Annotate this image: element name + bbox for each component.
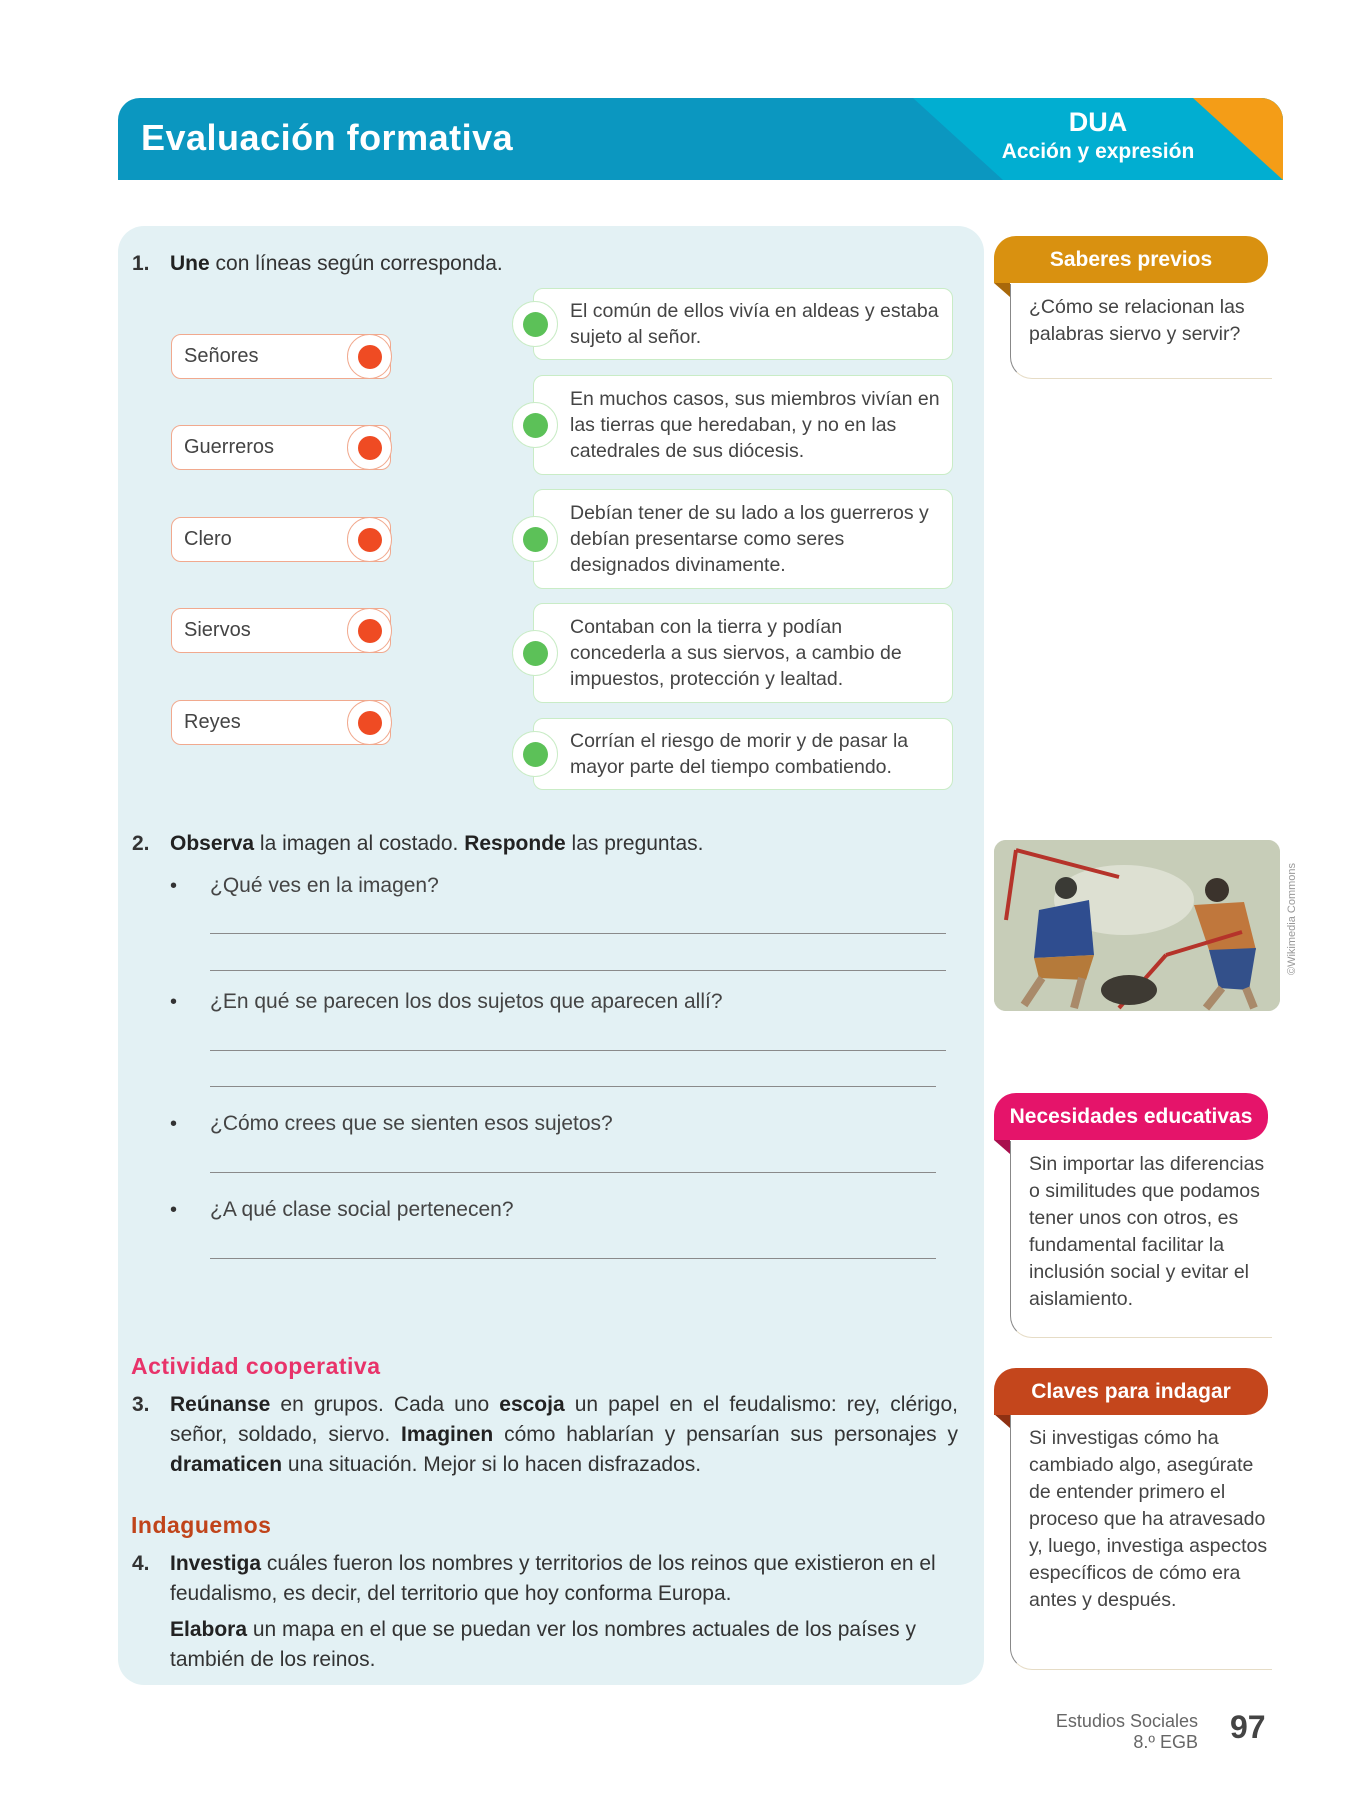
item-label: Reyes [184,711,241,733]
connector-dot[interactable] [347,334,392,379]
bullet: • [170,1199,178,1221]
item-text: Debían tener de su lado a los guerreros y debían presentarse como seres designados divinamente. [570,502,929,576]
instruction-verb: dramaticen [170,1453,283,1476]
question-3 [118,1390,958,1480]
match-right-item[interactable] [533,288,953,360]
instruction-verb: Reúnanse [170,1393,271,1416]
answer-line[interactable] [210,1086,936,1087]
instruction-text: en grupos. Cada uno [270,1393,500,1416]
instruction-text: con líneas según corresponda. [209,252,503,275]
question-text: ¿Cómo crees que se sienten esos sujetos? [210,1112,613,1135]
necesidades-educativas-title: Necesidades educativas [994,1093,1268,1140]
subject-name: Estudios Sociales [1055,1711,1198,1731]
bullet: • [170,1113,178,1135]
claves-para-indagar-text: Si investigas cómo ha cambiado algo, asegúrate de entender primero el proceso que ha atravesado y, luego, investiga aspectos específicos de cómo era antes y después. [1010,1415,1272,1670]
connector-dot[interactable] [347,425,392,470]
instruction-text: las preguntas. [565,832,704,855]
necesidades-educativas-text: Sin importar las diferencias o similitudes que podamos tener unos con otros, es fundamental facilitar la inclusión social y evitar el aislamiento. [1010,1141,1272,1338]
saberes-previos-title: Saberes previos [994,236,1268,283]
match-left-item[interactable] [171,425,391,470]
instruction-verb: Imaginen [401,1423,494,1446]
connector-dot[interactable] [347,608,392,653]
image-credit: ©Wikimedia Commons [1286,862,1298,975]
fold-decoration [994,1140,1010,1154]
question-text: ¿En qué se parecen los dos sujetos que aparecen allí? [210,990,723,1013]
grade-label: 8.º EGB [1133,1732,1198,1752]
match-left-item[interactable] [171,517,391,562]
footer-subject [980,1711,1198,1753]
connector-dot[interactable] [512,516,558,562]
question-text: ¿Qué ves en la imagen? [210,874,439,897]
dua-title: DUA [1068,107,1128,137]
section-heading-cooperativa: Actividad cooperativa [131,1353,381,1379]
answer-line[interactable] [210,1050,946,1051]
question-number: 2. [132,832,150,855]
section-heading-indaguemos: Indaguemos [131,1512,272,1538]
item-label: Siervos [184,619,251,641]
item-text: El común de ellos vivía en aldeas y estaba sujeto al señor. [570,300,939,348]
dua-label [988,106,1208,166]
saberes-previos-text: ¿Cómo se relacionan las palabras siervo y servir? [1010,284,1272,379]
bullet: • [170,875,178,897]
connector-dot[interactable] [512,630,558,676]
item-text: Corrían el riesgo de morir y de pasar la mayor parte del tiempo combatiendo. [570,730,909,778]
connector-dot[interactable] [512,731,558,777]
section-header [118,98,1283,180]
dua-subtitle: Acción y expresión [1001,140,1195,163]
answer-line[interactable] [210,1258,936,1259]
item-text: En muchos casos, sus miembros vivían en las tierras que heredaban, y no en las catedrales de sus diócesis. [570,388,940,462]
fold-decoration [994,1414,1010,1428]
instruction-verb: Investiga [170,1552,262,1575]
answer-line[interactable] [210,1172,936,1173]
question-number: 1. [132,252,150,275]
item-label: Guerreros [184,436,275,458]
instruction-verb: Elabora [170,1618,248,1641]
instruction-verb: Une [170,252,210,275]
match-left-item[interactable] [171,608,391,653]
connector-dot[interactable] [347,700,392,745]
instruction-verb: escoja [499,1393,565,1416]
question-number: 3. [132,1393,150,1416]
instruction-verb: Observa [170,832,255,855]
question-text: ¿A qué clase social pertenecen? [210,1198,514,1221]
match-right-item[interactable] [533,375,953,475]
connector-dot[interactable] [347,517,392,562]
instruction-text: cómo hablarían y pensarían sus personajes y [493,1423,958,1446]
question-1 [118,249,978,279]
connector-dot[interactable] [512,301,558,347]
question-4 [118,1549,958,1675]
answer-line[interactable] [210,933,946,934]
instruction-text: un mapa en el que se puedan ver los nombres actuales de los países y también de los reinos. [170,1618,916,1671]
match-left-item[interactable] [171,700,391,745]
connector-dot[interactable] [512,402,558,448]
answer-line[interactable] [210,970,946,971]
fold-decoration [994,283,1010,297]
medieval-illustration [994,840,1280,1011]
item-text: Contaban con la tierra y podían concederla a sus siervos, a cambio de impuestos, protección y lealtad. [570,616,902,690]
page-title: Evaluación formativa [141,117,514,158]
question-2 [118,829,978,859]
instruction-text: una situación. Mejor si lo hacen disfrazados. [282,1453,702,1476]
match-right-item[interactable] [533,718,953,790]
instruction-text: un papel en el feudalismo: rey, clérigo, señor, soldado, siervo. [170,1393,958,1446]
item-label: Señores [184,345,259,367]
match-left-item[interactable] [171,334,391,379]
instruction-text: la imagen al costado. [254,832,465,855]
bullet: • [170,991,178,1013]
page-number: 97 [1230,1709,1266,1745]
instruction-text: cuáles fueron los nombres y territorios de los reinos que existieron en el feudalismo, es decir, del territorio que hoy conforma Europa. [170,1552,936,1605]
match-right-item[interactable] [533,603,953,703]
instruction-verb: Responde [464,832,566,855]
match-right-item[interactable] [533,489,953,589]
claves-para-indagar-title: Claves para indagar [994,1368,1268,1415]
item-label: Clero [184,528,232,550]
question-number: 4. [132,1552,150,1575]
